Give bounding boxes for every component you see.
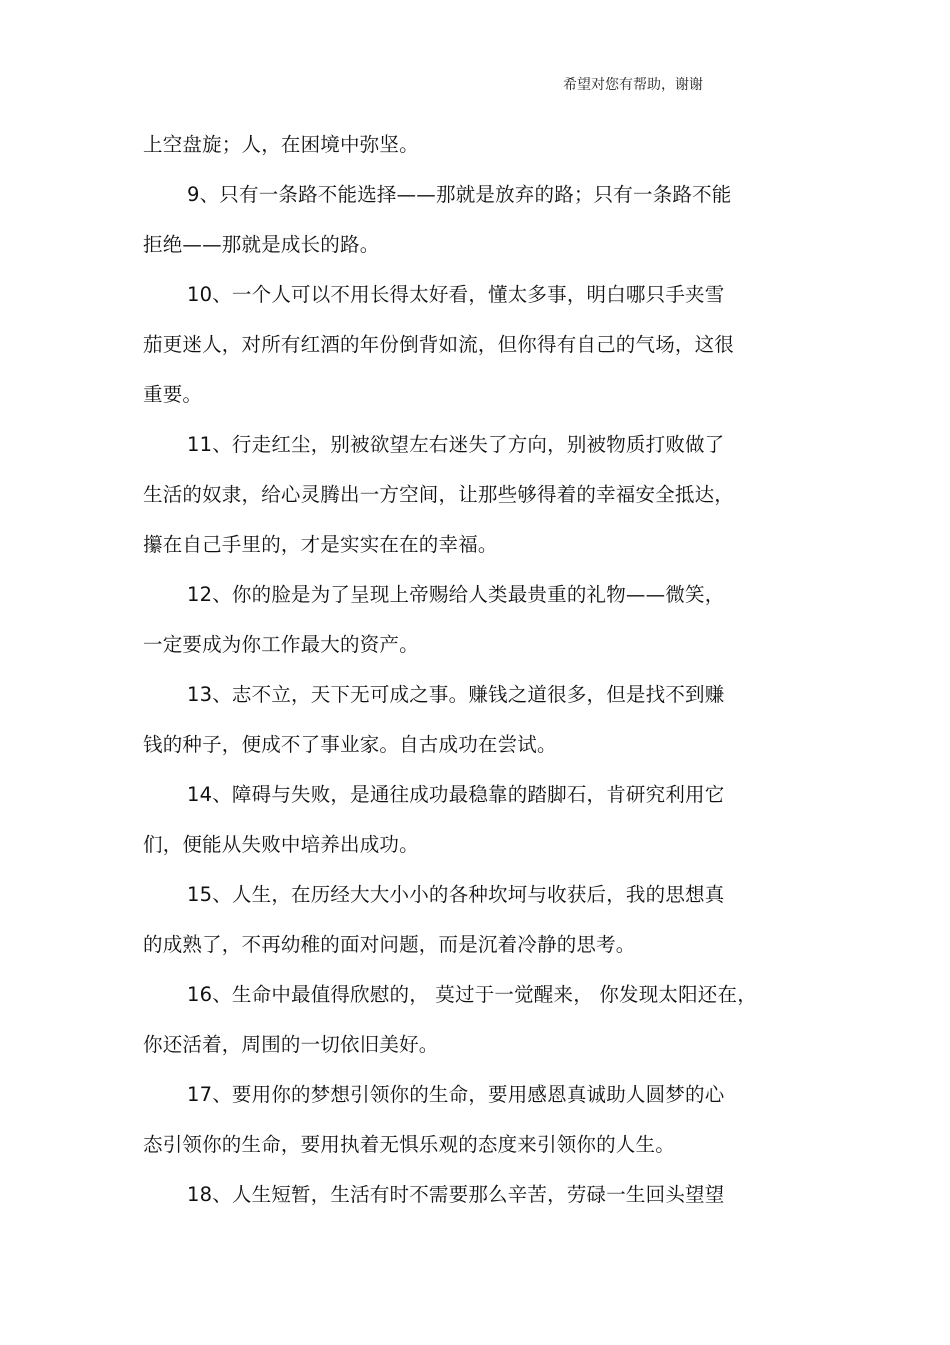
text-line: 16、生命中最值得欣慰的， 莫过于一觉醒来， 你发现太阳还在，: [187, 983, 757, 1006]
text-line: 生活的奴隶，给心灵腾出一方空间，让那些够得着的幸福安全抵达，: [143, 483, 735, 506]
text-line: 重要。: [143, 383, 203, 406]
text-line: 攥在自己手里的，才是实实在在的幸福。: [143, 533, 498, 556]
text-line: 拒绝——那就是成长的路。: [143, 233, 380, 256]
text-line: 18、人生短暂，生活有时不需要那么辛苦，劳碌一生回头望望: [187, 1183, 725, 1206]
text-line: 12、你的脸是为了呈现上帝赐给人类最贵重的礼物——微笑，: [187, 583, 725, 606]
text-line: 14、障碍与失败，是通往成功最稳靠的踏脚石，肯研究利用它: [187, 783, 725, 806]
text-line: 钱的种子，便成不了事业家。自古成功在尝试。: [143, 733, 557, 756]
text-line: 们，便能从失败中培养出成功。: [143, 833, 419, 856]
text-line: 11、行走红尘，别被欲望左右迷失了方向，别被物质打败做了: [187, 433, 725, 456]
page-header-note: 希望对您有帮助，谢谢: [563, 77, 703, 93]
text-line: 10、一个人可以不用长得太好看，懂太多事，明白哪只手夹雪: [187, 283, 725, 306]
text-line: 茄更迷人，对所有红酒的年份倒背如流，但你得有自己的气场，这很: [143, 333, 735, 356]
text-line: 你还活着，周围的一切依旧美好。: [143, 1033, 439, 1056]
text-line: 13、志不立，天下无可成之事。赚钱之道很多，但是找不到赚: [187, 683, 725, 706]
text-line: 态引领你的生命，要用执着无惧乐观的态度来引领你的人生。: [143, 1133, 675, 1156]
text-line: 15、人生，在历经大大小小的各种坎坷与收获后，我的思想真: [187, 883, 725, 906]
text-line: 上空盘旋；人，在困境中弥坚。: [143, 133, 419, 156]
text-line: 一定要成为你工作最大的资产。: [143, 633, 419, 656]
text-line: 的成熟了，不再幼稚的面对问题，而是沉着冷静的思考。: [143, 933, 636, 956]
text-line: 9、只有一条路不能选择——那就是放弃的路；只有一条路不能: [187, 183, 732, 206]
text-line: 17、要用你的梦想引领你的生命，要用感恩真诚助人圆梦的心: [187, 1083, 725, 1106]
